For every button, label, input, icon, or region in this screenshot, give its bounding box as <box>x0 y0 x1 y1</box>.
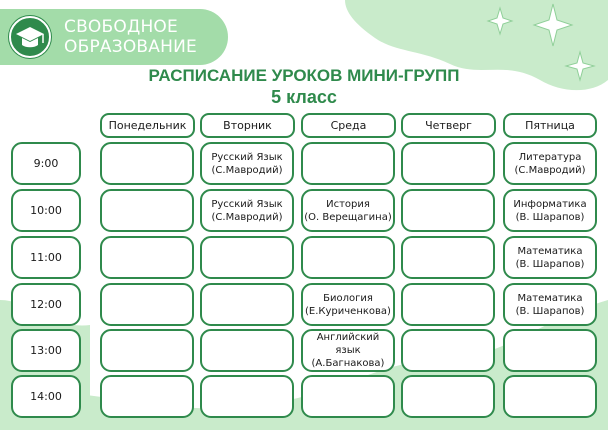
lesson-text: (Е.Куриченкова) <box>305 305 391 317</box>
lesson-cell <box>301 283 395 326</box>
time-cell: 14:00 <box>11 375 81 418</box>
lesson-cell <box>401 375 495 418</box>
time-cell: 10:00 <box>11 189 81 232</box>
brand-line-1: СВОБОДНОЕ <box>64 17 178 37</box>
lesson-text: Математика <box>517 292 583 304</box>
lesson-cell <box>503 142 597 185</box>
time-cell: 12:00 <box>11 283 81 326</box>
lesson-text: (В. Шарапов) <box>515 211 585 223</box>
lesson-text: (С.Мавродий) <box>211 164 283 176</box>
lesson-cell <box>100 375 194 418</box>
lesson-cell <box>401 283 495 326</box>
lesson-cell <box>503 283 597 326</box>
day-header: Пятница <box>503 113 597 138</box>
page-subtitle: 5 класс <box>271 87 337 107</box>
lesson-cell <box>301 236 395 279</box>
lesson-cell <box>100 329 194 372</box>
lesson-cell <box>401 236 495 279</box>
lesson-text: (А.Багнакова) <box>311 358 385 369</box>
brand-line-2: ОБРАЗОВАНИЕ <box>64 37 197 57</box>
lesson-cell <box>200 142 294 185</box>
day-header: Четверг <box>401 113 496 138</box>
lesson-text: Математика <box>517 245 583 257</box>
time-cell: 11:00 <box>11 236 81 279</box>
page-title: РАСПИСАНИЕ УРОКОВ МИНИ-ГРУПП <box>148 66 460 85</box>
graduation-cap-icon <box>8 15 52 59</box>
lesson-text: язык <box>335 345 361 356</box>
day-header: Вторник <box>200 113 295 138</box>
lesson-cell <box>301 375 395 418</box>
lesson-cell <box>200 189 294 232</box>
lesson-text: Английский <box>316 332 380 343</box>
time-cell: 9:00 <box>11 142 81 185</box>
lesson-cell <box>100 283 194 326</box>
lesson-text: (С.Мавродий) <box>514 164 586 176</box>
lesson-cell <box>100 236 194 279</box>
lesson-text: Биология <box>323 292 373 304</box>
lesson-cell <box>301 329 395 372</box>
lesson-cell <box>301 189 395 232</box>
lesson-text: Литература <box>518 151 582 163</box>
lesson-text: Русский Язык <box>211 198 283 210</box>
lesson-cell <box>503 375 597 418</box>
lesson-cell <box>200 329 294 372</box>
lesson-cell <box>301 142 395 185</box>
day-header: Среда <box>301 113 396 138</box>
lesson-text: Информатика <box>513 198 587 210</box>
lesson-text: История <box>326 198 370 210</box>
lesson-cell <box>503 189 597 232</box>
lesson-cell <box>200 236 294 279</box>
lesson-cell <box>401 329 495 372</box>
lesson-text: Русский Язык <box>211 151 283 163</box>
lesson-cell <box>503 329 597 372</box>
day-header: Понедельник <box>100 113 195 138</box>
lesson-cell <box>503 236 597 279</box>
lesson-cell <box>401 142 495 185</box>
lesson-cell <box>100 142 194 185</box>
lesson-text: (О. Верещагина) <box>304 211 392 223</box>
lesson-cell <box>100 189 194 232</box>
brand-name <box>64 17 197 57</box>
lesson-cell <box>200 375 294 418</box>
lesson-text: (В. Шарапов) <box>515 305 585 317</box>
time-cell: 13:00 <box>11 329 81 372</box>
lesson-text: (С.Мавродий) <box>211 211 283 223</box>
lesson-cell <box>401 189 495 232</box>
lesson-text: (В. Шарапов) <box>515 258 585 270</box>
lesson-cell <box>200 283 294 326</box>
